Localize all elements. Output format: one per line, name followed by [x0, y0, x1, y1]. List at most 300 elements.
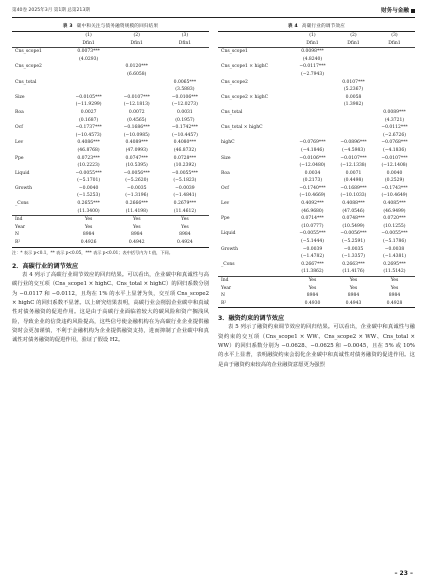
table-row [218, 292, 415, 300]
table-row [218, 285, 415, 293]
row-value: (47.0993) [125, 147, 148, 153]
row-value: (5.2367) [343, 87, 364, 93]
column-variable: Dfin1 [306, 40, 319, 46]
row-value: (−10.4669) [299, 193, 326, 199]
row-value [374, 94, 415, 102]
row-variable: Ind [218, 277, 292, 285]
table-header-row [12, 32, 209, 40]
row-value: (−1.3196) [125, 193, 149, 199]
row-value: (10.2392) [173, 163, 196, 169]
row-value: −0.0107*** [381, 155, 408, 161]
table-row [218, 238, 415, 246]
row-value: −0.0035 [343, 246, 364, 252]
row-value: (−4.5983) [341, 147, 365, 153]
table-row [218, 56, 415, 64]
row-variable: Roa [221, 170, 230, 176]
row-value [65, 71, 113, 79]
column-variable: Dfin1 [130, 40, 143, 46]
row-variable: Growth [15, 185, 33, 191]
table3 [12, 31, 209, 248]
row-value [333, 117, 374, 125]
row-variable [12, 101, 65, 109]
row-value [113, 56, 161, 64]
row-value: −0.0039 [302, 246, 323, 252]
row-value [292, 94, 333, 102]
table-row [218, 268, 415, 276]
row-value: 0.0073*** [65, 48, 113, 56]
table-row [218, 48, 415, 56]
row-variable [218, 192, 292, 200]
row-value: 0.0031 [177, 109, 193, 115]
row-variable [12, 71, 65, 79]
row-value: 0.4926 [65, 239, 113, 247]
row-variable [218, 177, 292, 185]
row-value [333, 71, 374, 79]
table-row [218, 94, 415, 102]
table-row [12, 63, 209, 71]
row-variable: Growth [221, 246, 239, 252]
row-value: 0.0720*** [383, 216, 406, 222]
row-value: −0.0768*** [381, 140, 408, 146]
row-value: −0.0107*** [340, 155, 367, 161]
table-row [218, 162, 415, 170]
table-row [12, 231, 209, 239]
row-value: (47.0546) [342, 208, 365, 214]
row-value [65, 63, 113, 71]
row-value: 0.0027 [80, 109, 97, 115]
row-value [161, 56, 209, 64]
column-variable: Dfin1 [388, 40, 401, 46]
row-value: (11.3400) [77, 208, 100, 214]
row-value: (−5.1444) [300, 239, 324, 245]
table-row [12, 155, 209, 163]
row-variable [218, 238, 292, 246]
row-variable [218, 117, 292, 125]
row-variable: Liquid [15, 170, 30, 176]
row-variable: Ppe [221, 216, 230, 222]
row-variable: Lev [221, 201, 230, 207]
table-row [218, 253, 415, 261]
row-value: (46.8732) [173, 147, 196, 153]
column-number: (3) [161, 32, 209, 40]
row-variable [12, 117, 65, 125]
row-variable: _Cons [15, 201, 29, 207]
row-value: 0.4080*** [173, 140, 197, 146]
table-row [218, 71, 415, 79]
row-value [65, 79, 113, 87]
header-blank [218, 32, 292, 40]
table3-caption: 表 3 碳中和关注与债务融资规模的回归结果 [62, 24, 159, 29]
table-row [218, 300, 415, 308]
table4-caption: 表 4 高碳行业的调节效应 [287, 24, 346, 29]
row-value: −0.0055*** [381, 231, 408, 237]
table-row [12, 117, 209, 125]
row-value: 0.0107*** [342, 79, 365, 85]
row-variable: R² [12, 239, 65, 247]
row-value: (11.4198) [125, 208, 148, 214]
table-row [12, 71, 209, 79]
table3-note: 注：* 表示 p<0.1，** 表示 p<0.05，*** 表示 p<0.01；表中括号内为 t 值，下同。 [12, 249, 173, 255]
row-value: (6.6058) [127, 71, 147, 77]
row-variable: highC [221, 140, 235, 146]
row-value: Yes [333, 277, 374, 285]
table-row [218, 177, 415, 185]
row-variable: Cns_scope1 [218, 48, 292, 56]
row-variable [218, 86, 292, 94]
row-value [374, 101, 415, 109]
row-variable [12, 132, 65, 140]
row-value [333, 63, 374, 71]
right-column [218, 22, 415, 370]
table-row [12, 56, 209, 64]
row-value [374, 63, 415, 71]
row-value: (11.4612) [173, 208, 196, 214]
row-value [374, 56, 415, 64]
row-value: −0.0039 [175, 185, 195, 191]
table-row [12, 208, 209, 216]
row-value: −0.0055*** [75, 170, 102, 176]
table-row [218, 277, 415, 285]
table-row [218, 101, 415, 109]
row-value: (−4.1846) [300, 147, 324, 153]
row-value: 0.0120*** [125, 64, 148, 70]
row-value: 0.0089*** [383, 109, 406, 115]
row-value [161, 48, 209, 56]
row-value: (−1.4841) [173, 193, 197, 199]
row-variable [218, 253, 292, 261]
row-value: −0.0040 [78, 185, 99, 191]
row-value: (−12.1408) [381, 163, 408, 169]
row-value: (0.4565) [127, 117, 147, 123]
table-row [218, 192, 415, 200]
table-row [12, 132, 209, 140]
row-value: (0.1957) [175, 117, 195, 123]
row-variable [218, 132, 292, 140]
row-variable: Cns_scope1 × highC [221, 64, 269, 70]
row-value [161, 63, 209, 71]
table-row [218, 261, 415, 269]
row-value: 0.2679*** [173, 201, 197, 207]
row-value: (−1.5253) [77, 193, 101, 199]
row-value: −0.0106*** [171, 94, 199, 100]
row-variable: Ocf [221, 185, 229, 191]
table-row [218, 147, 415, 155]
row-value: 0.0065*** [173, 79, 197, 85]
row-value [161, 71, 209, 79]
column-number: (2) [333, 32, 374, 40]
row-variable [12, 177, 65, 185]
row-value [292, 109, 333, 117]
header-rule [12, 17, 415, 18]
row-value [333, 56, 374, 64]
row-value: 0.4930 [292, 300, 333, 308]
row-variable: Roa [15, 109, 24, 115]
row-value: (−10.4649) [381, 193, 408, 199]
row-value: 0.0748*** [342, 216, 365, 222]
row-value: 0.4942 [113, 239, 161, 247]
row-variable [12, 162, 65, 170]
row-value: 8984 [347, 293, 360, 299]
row-variable: Year [221, 285, 232, 291]
row-value [65, 86, 113, 94]
header-blank [12, 32, 65, 40]
row-variable: Year [15, 224, 26, 230]
row-value: 8984 [179, 232, 191, 238]
row-value: −0.0107*** [123, 94, 150, 100]
row-variable: Ppe [15, 155, 24, 161]
row-value: Yes [308, 285, 317, 291]
row-value: 8984 [388, 293, 401, 299]
row-value [374, 48, 415, 56]
table-row [12, 185, 209, 193]
table-row [12, 79, 209, 87]
row-value [113, 48, 161, 56]
table-row [12, 239, 209, 247]
row-value: (11.3862) [301, 269, 324, 275]
row-value: (4.0293) [78, 56, 99, 62]
table-row [12, 216, 209, 224]
row-value: (1.3982) [343, 102, 364, 108]
column-variable: Dfin1 [82, 40, 95, 46]
row-variable [218, 268, 292, 276]
row-variable [218, 162, 292, 170]
row-value: (−5.1786) [382, 239, 406, 245]
table-row [12, 177, 209, 185]
row-variable: Cns_total [221, 109, 243, 115]
row-value: (10.5395) [125, 163, 148, 169]
row-value: 0.4085*** [383, 201, 406, 207]
row-value: −0.1743*** [381, 185, 408, 191]
row-value: −0.1689*** [340, 185, 367, 191]
row-value [374, 86, 415, 94]
column-number: (1) [65, 32, 113, 40]
row-variable [218, 56, 292, 64]
row-value: Yes [65, 216, 113, 224]
table-row [218, 215, 415, 223]
row-variable [218, 147, 292, 155]
table-row [218, 63, 415, 71]
section2-title: 2．高碳行业的调节效应 [12, 263, 79, 271]
row-value [292, 101, 333, 109]
row-variable: Cns_scope2 × highC [221, 94, 269, 100]
table-row [218, 230, 415, 238]
row-value: −0.0035 [126, 185, 147, 191]
row-value: −0.0117*** [299, 64, 326, 70]
row-variable [12, 208, 65, 216]
row-value: (4.8240) [302, 56, 323, 62]
row-value: −0.0769*** [299, 140, 326, 146]
journal-title: 财务与金融 [381, 6, 415, 14]
table-row [218, 185, 415, 193]
row-value: −0.1737*** [75, 125, 102, 131]
table-row [12, 200, 209, 208]
left-column [12, 22, 209, 346]
row-value: (−2.6726) [382, 132, 406, 138]
row-value: (−10.4457) [171, 132, 198, 138]
column-number: (1) [292, 32, 333, 40]
page-number: – 23 – [394, 570, 413, 577]
row-value: Yes [292, 277, 333, 285]
row-value: (−1.3357) [341, 254, 365, 260]
row-variable: Cns_total × highC [221, 125, 263, 131]
row-value [292, 86, 333, 94]
row-value: 0.0058 [345, 94, 362, 100]
table-row [12, 86, 209, 94]
table-row [12, 147, 209, 155]
row-value: −0.0055*** [299, 231, 326, 237]
table-row [218, 200, 415, 208]
row-value: (−5.1823) [173, 178, 197, 184]
row-variable: Cns_scope2 [15, 64, 42, 70]
section3-paragraph: 表 5 列示了融资约束调节效应的回归结果。可以看出，企业碳中和真诚性与融资约束的交互项（Cns_scope1 × WW、Cns_scope2 × WW、Cns_total × WW）的回归系数分别为 −0.0628、−0.0625 和 −0.0045，且在 5% 或 10% 的水平上显著，表明融资约束会弱化企业碳中和真诚性对债务融资的促进作用。这是由于融资约束较高的企业融资意愿更为强烈 [218, 324, 415, 368]
row-value [292, 117, 333, 125]
row-value: 0.4943 [333, 300, 374, 308]
row-value [292, 132, 333, 140]
table-row [12, 224, 209, 232]
row-value: (46.8768) [77, 147, 100, 153]
row-variable [218, 71, 292, 79]
row-value: 8984 [131, 232, 143, 238]
table-row [12, 109, 209, 117]
row-value [113, 86, 161, 94]
table-row [218, 79, 415, 87]
table-row [12, 94, 209, 102]
row-variable: _Cons [221, 261, 235, 267]
row-variable: Lev [15, 140, 24, 146]
row-value: Yes [390, 285, 399, 291]
header-blank [12, 40, 65, 48]
row-value: 0.0072 [128, 109, 145, 115]
row-value: −0.0056*** [123, 170, 150, 176]
row-value: (0.2529) [384, 178, 405, 184]
row-value: 0.4092*** [301, 201, 324, 207]
row-value: (10.5499) [342, 223, 365, 229]
row-value: (−5.2591) [341, 239, 365, 245]
table-row [218, 155, 415, 163]
table-row [12, 139, 209, 147]
table-row [12, 124, 209, 132]
row-value: (11.4176) [342, 269, 365, 275]
row-value [333, 124, 374, 132]
row-value: −0.0896*** [340, 140, 367, 146]
row-variable [12, 56, 65, 64]
row-variable [218, 101, 292, 109]
table-row [218, 246, 415, 254]
row-value: −0.1742*** [171, 125, 199, 131]
column-variable: Dfin1 [178, 40, 192, 46]
row-value: 0.4924 [161, 239, 209, 247]
row-value [292, 124, 333, 132]
row-value: (10.0777) [301, 223, 324, 229]
table-row [218, 223, 415, 231]
row-value: −0.1740*** [299, 185, 326, 191]
table-row [218, 117, 415, 125]
row-value: Yes [181, 224, 189, 230]
table-row [12, 192, 209, 200]
table-row [218, 132, 415, 140]
row-value: 0.2695*** [383, 261, 406, 267]
row-value: −0.0105*** [75, 94, 102, 100]
row-value [374, 71, 415, 79]
row-variable: Ind [12, 216, 65, 224]
row-variable: Size [221, 155, 231, 161]
row-value: (3.5883) [175, 87, 195, 93]
row-value: Yes [84, 224, 93, 230]
row-value: 8984 [82, 232, 95, 238]
table-row [218, 139, 415, 147]
row-value: (−5.1701) [77, 178, 101, 184]
row-value: 0.2663*** [342, 261, 365, 267]
table4 [218, 31, 415, 308]
row-value: (−12.1813) [123, 102, 150, 108]
row-value: −0.0112*** [381, 125, 408, 131]
row-value: (46.9499) [383, 208, 406, 214]
running-header [12, 6, 415, 16]
row-value: 0.4928 [374, 300, 415, 308]
table-row [12, 101, 209, 109]
issue-info: 第40卷 2025年3月 第1期 总第213期 [12, 8, 90, 13]
row-value: (10.2223) [77, 163, 100, 169]
row-variable [218, 223, 292, 231]
row-value: (−12.1338) [340, 163, 367, 169]
row-value: 0.0747*** [125, 155, 148, 161]
table-header-row [218, 40, 415, 48]
row-value: (11.5142) [383, 269, 406, 275]
row-variable: Cns_scope2 [221, 79, 248, 85]
row-value: −0.0055*** [171, 170, 199, 176]
section3-title: 3．融资约束的调节效应 [218, 315, 285, 323]
row-variable [12, 86, 65, 94]
row-variable: Ocf [15, 125, 23, 131]
row-value [333, 48, 374, 56]
row-variable: Liquid [221, 231, 236, 237]
row-value: Yes [132, 224, 141, 230]
row-value: 0.0728*** [173, 155, 197, 161]
row-value [374, 79, 415, 87]
row-value: (−12.0273) [171, 102, 198, 108]
row-value: (−2.7943) [300, 71, 324, 77]
row-variable: Cns_scope1 [12, 48, 65, 56]
row-value: 0.0071 [345, 170, 362, 176]
row-value: (0.1687) [78, 117, 99, 123]
row-value: −0.0038 [384, 246, 405, 252]
row-value: Yes [161, 216, 209, 224]
table-header-row [12, 40, 209, 48]
row-value: (−10.0985) [123, 132, 150, 138]
row-variable: N [221, 293, 225, 299]
row-variable [12, 147, 65, 155]
header-square-icon [411, 9, 415, 13]
table-header-row [218, 32, 415, 40]
table-row [218, 170, 415, 178]
row-value: Yes [349, 285, 358, 291]
row-value: (−4.1836) [382, 147, 406, 153]
row-value: 0.4086*** [77, 140, 100, 146]
row-variable: Cns_total [15, 79, 37, 85]
row-value: (−12.0480) [299, 163, 326, 169]
row-value: −0.0056*** [340, 231, 367, 237]
row-value [333, 109, 374, 117]
row-value: −0.1686*** [123, 125, 150, 131]
row-value: (−10.1033) [340, 193, 367, 199]
row-value: 0.2655*** [77, 201, 100, 207]
row-value [292, 79, 333, 87]
row-value: 0.4088*** [342, 201, 365, 207]
row-value: (0.4498) [343, 178, 364, 184]
row-value: (4.3721) [384, 117, 405, 123]
row-value: 0.2666*** [125, 201, 148, 207]
row-variable [12, 192, 65, 200]
